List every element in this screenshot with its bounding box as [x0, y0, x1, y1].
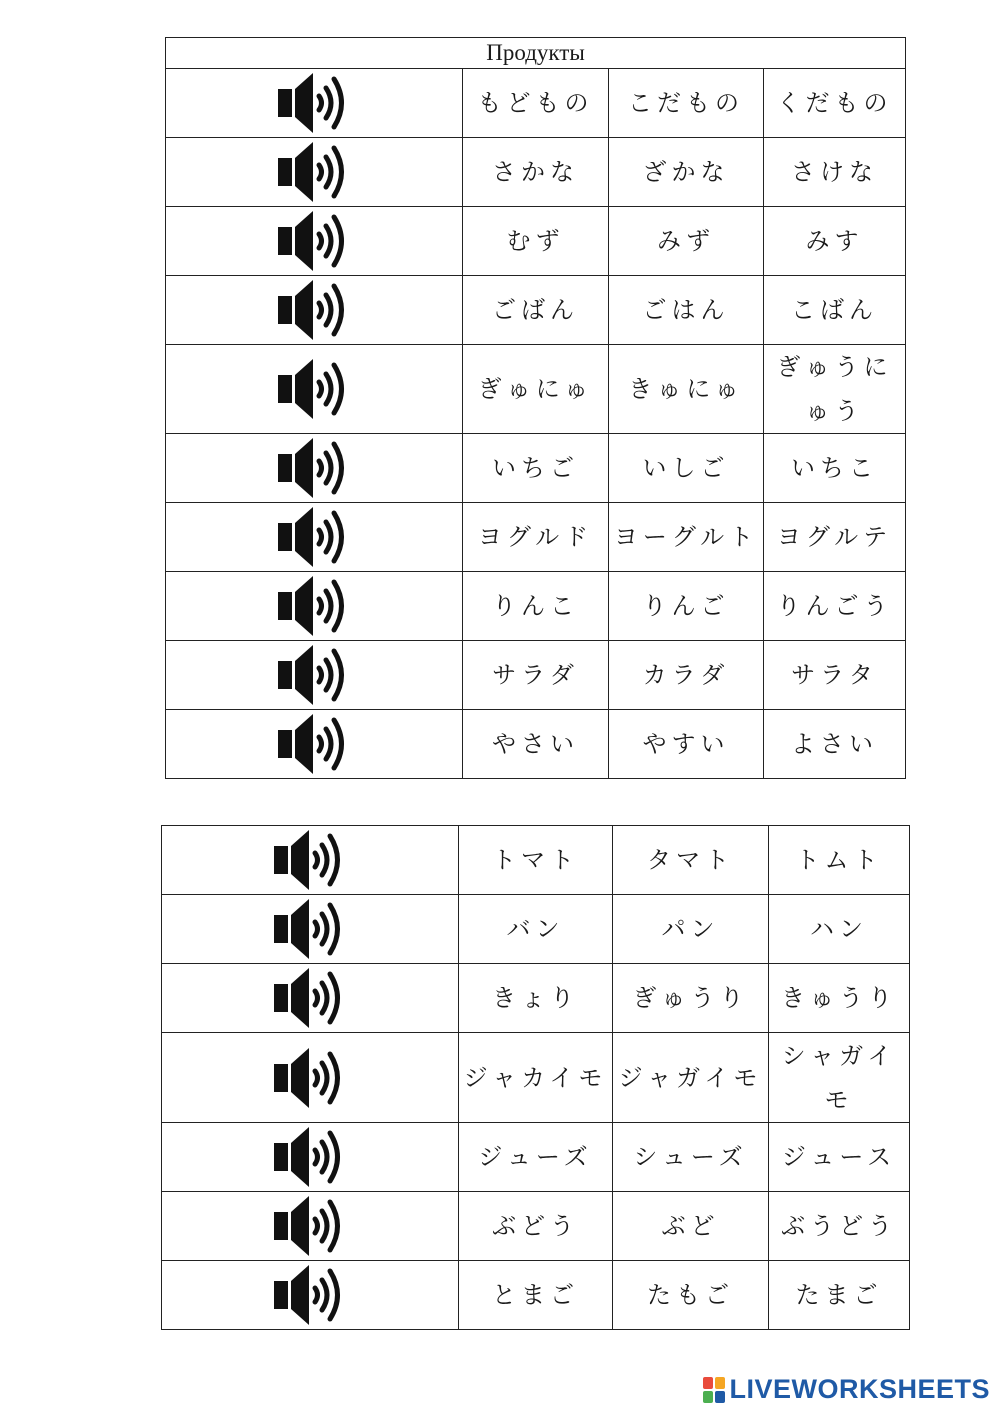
play-audio-button[interactable] [162, 964, 459, 1033]
play-audio-button[interactable] [162, 1033, 459, 1123]
play-audio-button[interactable] [162, 1192, 459, 1261]
answer-option[interactable]: ぶうどう [769, 1192, 910, 1261]
answer-option[interactable]: バン [459, 895, 613, 964]
question-row [166, 710, 906, 779]
answer-option[interactable]: タマト [613, 826, 769, 895]
answer-option[interactable]: ぎゅうり [613, 964, 769, 1033]
answer-option[interactable]: みす [764, 207, 906, 276]
answer-option[interactable]: やすい [609, 710, 764, 779]
answer-option[interactable]: きょり [459, 964, 613, 1033]
play-audio-button[interactable] [166, 434, 463, 503]
worksheet-title: Продукты [166, 38, 906, 69]
answer-option[interactable]: ヨグルテ [764, 503, 906, 572]
question-row [162, 1123, 910, 1192]
speaker-volume-icon [276, 209, 352, 273]
answer-option[interactable]: こばん [764, 276, 906, 345]
answer-option[interactable]: たもご [613, 1261, 769, 1330]
play-audio-button[interactable] [166, 710, 463, 779]
answer-option[interactable]: きゅうり [769, 964, 910, 1033]
question-row [166, 503, 906, 572]
answer-option[interactable]: ジューズ [459, 1123, 613, 1192]
answer-option[interactable]: サラタ [764, 641, 906, 710]
speaker-volume-icon [272, 897, 348, 961]
speaker-volume-icon [276, 643, 352, 707]
question-row [166, 641, 906, 710]
answer-option[interactable]: こだもの [609, 69, 764, 138]
answer-option[interactable]: みず [609, 207, 764, 276]
answer-option[interactable]: さけな [764, 138, 906, 207]
answer-option[interactable]: ジュース [769, 1123, 910, 1192]
logo-mark-tile [715, 1377, 725, 1389]
answer-option[interactable]: ぎゅうにゅう [764, 345, 906, 434]
play-audio-button[interactable] [166, 69, 463, 138]
question-row [162, 964, 910, 1033]
logo-mark-icon [703, 1377, 725, 1403]
play-audio-button[interactable] [166, 276, 463, 345]
answer-option[interactable]: たまご [769, 1261, 910, 1330]
answer-option[interactable]: もどもの [463, 69, 609, 138]
answer-option[interactable]: きゅにゅ [609, 345, 764, 434]
play-audio-button[interactable] [162, 1123, 459, 1192]
speaker-volume-icon [276, 505, 352, 569]
answer-option[interactable]: ぶどう [459, 1192, 613, 1261]
play-audio-button[interactable] [162, 1261, 459, 1330]
answer-option[interactable]: ジャカイモ [459, 1033, 613, 1123]
play-audio-button[interactable] [166, 572, 463, 641]
question-row [166, 207, 906, 276]
logo-mark-tile [703, 1391, 713, 1403]
question-row [166, 138, 906, 207]
question-row [162, 1192, 910, 1261]
answer-option[interactable]: よさい [764, 710, 906, 779]
question-row [162, 1261, 910, 1330]
logo-text: LIVEWORKSHEETS [729, 1374, 990, 1404]
question-row [166, 276, 906, 345]
answer-option[interactable]: いしご [609, 434, 764, 503]
speaker-volume-icon [272, 1263, 348, 1327]
answer-option[interactable]: いちこ [764, 434, 906, 503]
question-row [166, 434, 906, 503]
answer-option[interactable]: いちご [463, 434, 609, 503]
question-row [162, 895, 910, 964]
answer-option[interactable]: ハン [769, 895, 910, 964]
answer-option[interactable]: カラダ [609, 641, 764, 710]
answer-option[interactable]: ぶど [613, 1192, 769, 1261]
question-row [166, 69, 906, 138]
play-audio-button[interactable] [166, 138, 463, 207]
speaker-volume-icon [276, 574, 352, 638]
play-audio-button[interactable] [166, 641, 463, 710]
answer-option[interactable]: トムト [769, 826, 910, 895]
speaker-volume-icon [272, 966, 348, 1030]
answer-option[interactable]: むず [463, 207, 609, 276]
answer-option[interactable]: パン [613, 895, 769, 964]
question-row [162, 1033, 910, 1123]
answer-option[interactable]: りんごう [764, 572, 906, 641]
speaker-volume-icon [272, 1125, 348, 1189]
answer-option[interactable]: ざかな [609, 138, 764, 207]
speaker-volume-icon [272, 828, 348, 892]
answer-option[interactable]: シャガイモ [769, 1033, 910, 1123]
answer-option[interactable]: トマト [459, 826, 613, 895]
answer-option[interactable]: さかな [463, 138, 609, 207]
speaker-volume-icon [276, 712, 352, 776]
answer-option[interactable]: ヨーグルト [609, 503, 764, 572]
answer-option[interactable]: りんこ [463, 572, 609, 641]
play-audio-button[interactable] [166, 207, 463, 276]
answer-option[interactable]: ぎゅにゅ [463, 345, 609, 434]
answer-option[interactable]: ごはん [609, 276, 764, 345]
speaker-volume-icon [276, 278, 352, 342]
worksheet-table-2 [161, 825, 910, 1330]
logo-mark-tile [715, 1391, 725, 1403]
speaker-volume-icon [276, 71, 352, 135]
play-audio-button[interactable] [166, 345, 463, 434]
logo-mark-tile [703, 1377, 713, 1389]
speaker-volume-icon [276, 436, 352, 500]
play-audio-button[interactable] [162, 826, 459, 895]
worksheet-table-1 [165, 37, 906, 779]
question-row [166, 345, 906, 434]
answer-option[interactable]: ごばん [463, 276, 609, 345]
question-row [166, 572, 906, 641]
answer-option[interactable]: りんご [609, 572, 764, 641]
answer-option[interactable]: ヨグルド [463, 503, 609, 572]
play-audio-button[interactable] [166, 503, 463, 572]
liveworksheets-logo [703, 1374, 990, 1405]
answer-option[interactable]: やさい [463, 710, 609, 779]
speaker-volume-icon [276, 140, 352, 204]
answer-option[interactable]: シューズ [613, 1123, 769, 1192]
question-row [162, 826, 910, 895]
answer-option[interactable]: とまご [459, 1261, 613, 1330]
answer-option[interactable]: ジャガイモ [613, 1033, 769, 1123]
speaker-volume-icon [272, 1046, 348, 1110]
speaker-volume-icon [272, 1194, 348, 1258]
speaker-volume-icon [276, 357, 352, 421]
answer-option[interactable]: サラダ [463, 641, 609, 710]
answer-option[interactable]: くだもの [764, 69, 906, 138]
play-audio-button[interactable] [162, 895, 459, 964]
